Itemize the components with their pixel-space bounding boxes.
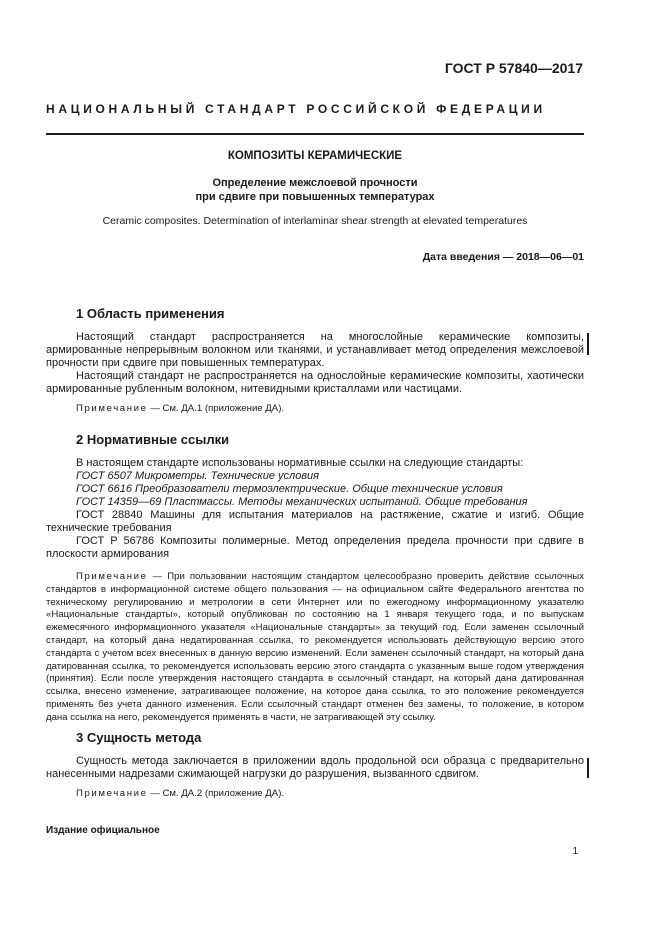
reference-gost-6616: ГОСТ 6616 Преобразователи термоэлектрические. Общие технические условия — [76, 483, 503, 495]
section-2-title: 2 Нормативные ссылки — [76, 432, 230, 447]
section-1-title: 1 Область применения — [76, 306, 225, 321]
section-1-paragraph-1: Настоящий стандарт распространяется на многослойные керамические композиты, армированные непрерывным волокном или тканями, и устанавливает метод определения межслоевой прочности при сдвиге при повышенных температурах. — [46, 331, 584, 369]
note-label: Примечание — [76, 571, 148, 582]
note-text: — См. ДА.1 (приложение ДА). — [147, 403, 285, 414]
reference-gost-6507: ГОСТ 6507 Микрометры. Технические условия — [76, 470, 320, 482]
page-number: 1 — [572, 846, 578, 857]
section-2-body — [46, 457, 584, 561]
change-bar — [587, 333, 589, 355]
section-2-note — [46, 571, 584, 725]
standard-number: ГОСТ Р 57840—2017 — [444, 60, 583, 76]
english-title: Ceramic composites. Determination of interlaminar shear strength at elevated temperatures — [102, 215, 528, 227]
section-1-body — [46, 331, 584, 396]
section-1-paragraph-2: Настоящий стандарт не распространяется на однослойные керамические композиты, хаотически армированные рубленным волокном, нитевидными кристаллами или частицами. — [46, 370, 584, 395]
document-subtitle-line2: при сдвиге при повышенных температурах — [195, 191, 435, 203]
note-text: — При пользовании настоящим стандартом целесообразно проверить действие ссылочных стандартов в информационной системе общего пользования — на официальном сайте Федерального агентства по техническому регулированию и метрологии в сети Интернет или по ежегодному информационному указателю «Национальные стандарты», который опубликован по состоянию на 1 января текущего года, и по выпускам ежемесячного информационного указателя «Национальные стандарты» за текущий год. Если заменен ссылочный стандарт, на который дана недатированная ссылка, то рекомендуется использовать действующую версию этого стандарта с учетом всех внесенных в данную версию изменений. Если заменен ссылочный стандарт, на который дана датированная ссылка, то рекомендуется использовать версию этого стандарта с указанным выше годом утверждения (принятия). Если после утверждения настоящего стандарта в ссылочный стандарт, на который дана датированная ссылка, внесено изменение, затрагивающее положение, на которое дана ссылка, то это положение рекомендуется применять без учета данного изменения. Если ссылочный стандарт отменен без замены, то положение, в котором дана ссылка на него, рекомендуется применять в части, не затрагивающей эту ссылку. — [46, 571, 584, 723]
reference-gost-28840: ГОСТ 28840 Машины для испытания материалов на растяжение, сжатие и изгиб. Общие технические требования — [46, 509, 584, 534]
references-intro: В настоящем стандарте использованы нормативные ссылки на следующие стандарты: — [76, 457, 524, 469]
edition-label: Издание официальное — [46, 825, 160, 836]
national-standard-heading: НАЦИОНАЛЬНЫЙ СТАНДАРТ РОССИЙСКОЙ ФЕДЕРАЦИИ — [46, 102, 546, 116]
section-3-body — [46, 755, 584, 781]
document-title: КОМПОЗИТЫ КЕРАМИЧЕСКИЕ — [227, 150, 403, 162]
note-label: Примечание — [76, 788, 148, 799]
change-bar — [587, 758, 589, 778]
section-3-note — [46, 788, 584, 801]
header-rule — [46, 133, 584, 135]
reference-gost-14359: ГОСТ 14359—69 Пластмассы. Методы механических испытаний. Общие требования — [76, 496, 528, 508]
note-text: — См. ДА.2 (приложение ДА). — [147, 788, 285, 799]
note-label: Примечание — [76, 403, 148, 414]
document-subtitle-line1: Определение межслоевой прочности — [212, 177, 418, 189]
section-1-note — [46, 403, 584, 416]
introduction-date: Дата введения — 2018—06—01 — [422, 251, 584, 263]
section-3-title: 3 Сущность метода — [76, 730, 202, 745]
reference-gost-r-56786: ГОСТ Р 56786 Композиты полимерные. Метод определения предела прочности при сдвиге в плоскости армирования — [46, 535, 584, 560]
section-3-paragraph-1: Сущность метода заключается в приложении вдоль продольной оси образца с предварительно нанесенными надрезами сжимающей нагрузки до разрушения, вызванного сдвигом. — [46, 755, 584, 780]
